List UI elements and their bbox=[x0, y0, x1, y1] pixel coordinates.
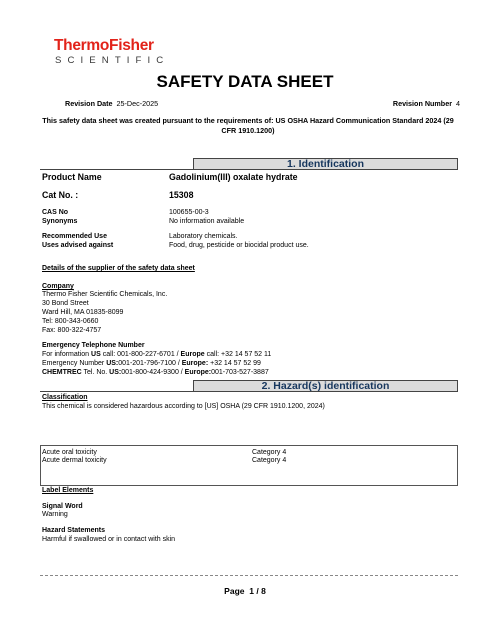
hazard-category: Category 4 bbox=[252, 457, 287, 464]
hazard-name: Acute oral toxicity bbox=[42, 449, 97, 456]
company-line: Fax: 800-322-4757 bbox=[42, 327, 102, 334]
page-label: Page bbox=[224, 586, 245, 596]
emergency-region: US bbox=[91, 351, 101, 358]
document-title: SAFETY DATA SHEET bbox=[156, 72, 334, 91]
classification-text: This chemical is considered hazardous according to [US] OSHA (29 CFR 1910.1200, 2024) bbox=[42, 403, 325, 410]
page-separator: / bbox=[256, 586, 259, 596]
revision-date bbox=[65, 100, 158, 107]
footer-divider bbox=[40, 575, 458, 576]
hazard-statement: Harmful if swallowed or in contact with skin bbox=[42, 536, 176, 543]
cas-no-value: 100655-00-3 bbox=[169, 209, 209, 216]
section-1-rule bbox=[40, 169, 193, 170]
emergency-line-1 bbox=[42, 351, 271, 358]
hazard-classification-table bbox=[40, 445, 458, 486]
uses-advised-against-label: Uses advised against bbox=[42, 242, 114, 249]
revision-date-value: 25-Dec-2025 bbox=[116, 99, 159, 108]
label-elements-heading: Label Elements bbox=[42, 487, 94, 494]
section-2-rule bbox=[40, 391, 193, 392]
cat-no-value: 15308 bbox=[169, 190, 194, 200]
hazard-name: Acute dermal toxicity bbox=[42, 457, 107, 464]
page-current: 1 bbox=[249, 586, 254, 596]
recommended-use-label: Recommended Use bbox=[42, 233, 107, 240]
emergency-text: +32 14 57 52 99 bbox=[208, 360, 261, 367]
uses-advised-against-value: Food, drug, pesticide or biocidal product use. bbox=[169, 242, 309, 249]
company-line: Thermo Fisher Scientific Chemicals, Inc. bbox=[42, 291, 168, 298]
cat-no-label: Cat No. : bbox=[42, 190, 79, 200]
company-line: Tel: 800-343-0660 bbox=[42, 318, 99, 325]
page-total: 8 bbox=[261, 586, 266, 596]
emergency-line-3 bbox=[42, 369, 269, 376]
emergency-region: CHEMTREC bbox=[42, 369, 82, 376]
product-name-label: Product Name bbox=[42, 172, 102, 182]
revision-number bbox=[393, 100, 460, 107]
synonyms-value: No information available bbox=[169, 218, 245, 225]
classification-heading: Classification bbox=[42, 394, 88, 401]
signal-word-heading: Signal Word bbox=[42, 503, 83, 510]
section-2-header bbox=[193, 380, 458, 392]
emergency-phone-heading: Emergency Telephone Number bbox=[42, 342, 145, 349]
company-heading: Company bbox=[42, 283, 74, 290]
emergency-text: 001-703-527-3887 bbox=[211, 369, 269, 376]
section-1-header bbox=[193, 158, 458, 170]
page-number bbox=[0, 587, 490, 596]
revision-number-label: Revision Number bbox=[392, 99, 452, 108]
emergency-region: US: bbox=[109, 369, 122, 376]
brand-logo-subtitle: SCIENTIFIC bbox=[55, 55, 170, 66]
cas-no-label: CAS No bbox=[42, 209, 69, 216]
synonyms-label: Synonyms bbox=[42, 218, 78, 225]
hazard-category: Category 4 bbox=[252, 449, 287, 456]
emergency-region: Europe bbox=[180, 351, 205, 358]
hazard-statements-heading: Hazard Statements bbox=[42, 527, 106, 534]
company-line: Ward Hill, MA 01835-8099 bbox=[42, 309, 124, 316]
section-2-title: 2. Hazard(s) identification bbox=[261, 380, 390, 392]
emergency-text: Emergency Number bbox=[42, 360, 107, 367]
emergency-text: 001-201-796-7100 / bbox=[118, 360, 182, 367]
emergency-text: Tel. No. bbox=[81, 369, 110, 376]
regulation-statement: This safety data sheet was created pursuant to the requirements of: US OSHA Hazard Communication Standard 2024 (29 CFR 1910.1200) bbox=[42, 116, 454, 135]
recommended-use-value: Laboratory chemicals. bbox=[169, 233, 238, 240]
emergency-text: call: +32 14 57 52 11 bbox=[204, 351, 272, 358]
emergency-line-2 bbox=[42, 360, 261, 367]
company-line: 30 Bond Street bbox=[42, 300, 89, 307]
emergency-region: Europe: bbox=[184, 369, 212, 376]
revision-number-value: 4 bbox=[456, 99, 460, 108]
supplier-details-heading: Details of the supplier of the safety data sheet bbox=[42, 265, 195, 272]
emergency-text: For information bbox=[42, 351, 92, 358]
emergency-text: call: 001-800-227-6701 / bbox=[100, 351, 181, 358]
emergency-region: Europe: bbox=[181, 360, 209, 367]
brand-logo: ThermoFisher bbox=[54, 37, 154, 54]
product-name-value: Gadolinium(III) oxalate hydrate bbox=[169, 172, 298, 182]
section-1-title: 1. Identification bbox=[286, 158, 364, 170]
emergency-text: 001-800-424-9300 / bbox=[121, 369, 185, 376]
revision-date-label: Revision Date bbox=[65, 99, 113, 108]
emergency-region: US: bbox=[106, 360, 119, 367]
signal-word-value: Warning bbox=[42, 511, 68, 518]
